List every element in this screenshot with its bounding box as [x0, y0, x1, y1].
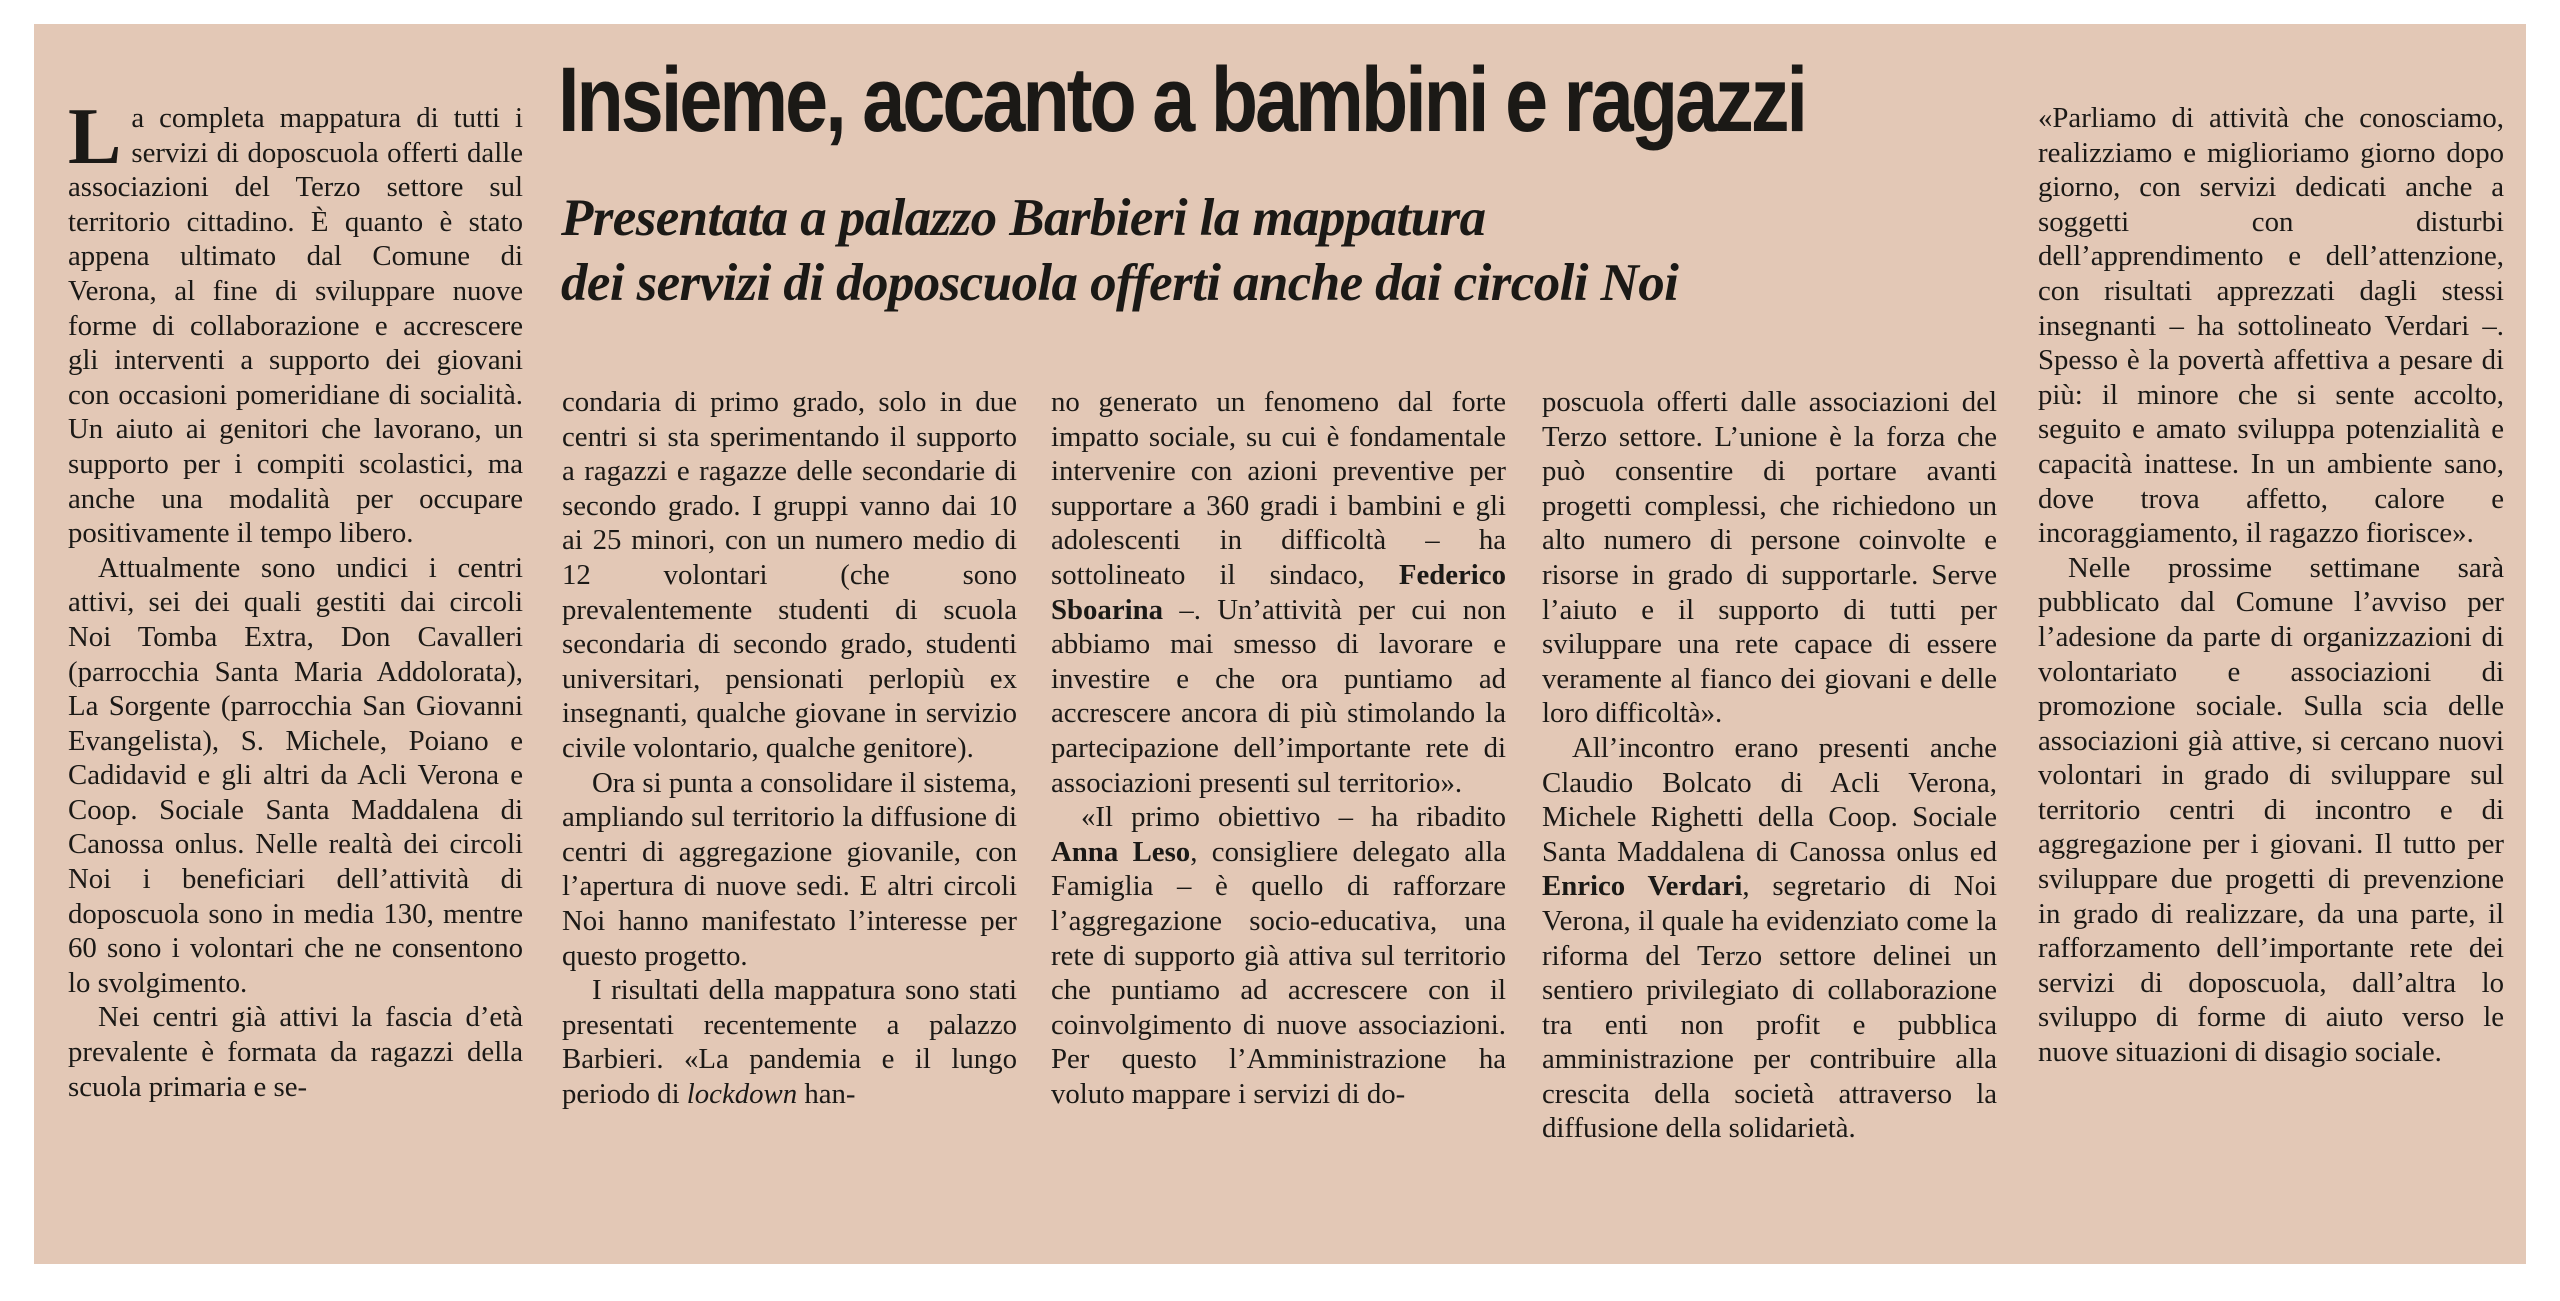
paragraph-10-text-a: All’incontro erano presenti anche Claudio Bolcato di Acli Verona, Michele Righetti della Coop. Sociale Santa Maddalena di Canossa onlus ed — [1542, 731, 1997, 868]
text-column-2 — [562, 385, 1017, 1111]
text-column-5 — [2038, 101, 2504, 1070]
name-anna-leso: Anna Leso — [1051, 835, 1191, 868]
paragraph-8-text-b: , consigliere delegato alla Famiglia – è quello di rafforzare l’aggregazione socio-educativa, una rete di supporto già attiva sul territorio che puntiamo ad accrescere con il coinvolgimento di nuove associazioni. Per questo l’Amministrazione ha voluto mappare i servizi di do- — [1051, 835, 1506, 1110]
paragraph-10-text-b: , segretario di Noi Verona, il quale ha evidenziato come la riforma del Terzo settore delinei un sentiero privilegiato di collaborazione tra enti non profit e pubblica amministrazione per contribuire alla crescita della società attraverso la diffusione della solidarietà. — [1542, 870, 1998, 1145]
article-subheadline — [561, 186, 2011, 316]
paragraph-7-text-b: –. Un’attività per cui non abbiamo mai smesso di lavorare e investire e che ora puntiamo ad accrescere ancora di più stimolando la partecipazione dell’importante rete di associazioni presenti sul territorio». — [1051, 593, 1506, 799]
paragraph-9: poscuola offerti dalle associazioni del Terzo settore. L’unione è la forza che può consentire di portare avanti progetti complessi, che richiedono un alto numero di persone coinvolte e risorse in grado di supportarle. Serve l’aiuto e il supporto di tutti per sviluppare una rete capace di essere veramente al fianco dei giovani e delle loro difficoltà». — [1542, 386, 1997, 730]
name-enrico-verdari: Enrico Verdari — [1542, 870, 1743, 903]
paragraph-6 — [562, 973, 1017, 1111]
paragraph-12: Nelle prossime settimane sarà pubblicato dal Comune l’avviso per l’adesione da parte di organizzazioni di volontariato e associazioni di promozione sociale. Sulla scia delle associazioni già attive, si cercano nuovi volontari in grado di sviluppare sul territorio centri di incontro e di aggregazione per i giovani. Il tutto per sviluppare due progetti di prevenzione in grado di realizzare, da una parte, il rafforzamento dell’importante rete dei servizi di doposcuola, dall’altra lo sviluppo di forme di aiuto verso le nuove situazioni di disagio sociale. — [2038, 551, 2504, 1069]
name-federico-sboarina: Federico Sboarina — [1051, 558, 1506, 626]
paragraph-5: Ora si punta a consolidare il sistema, ampliando sul territorio la diffusione di centri di aggregazione giovanile, con l’apertura di nuove sedi. E altri circoli Noi hanno manifestato l’interesse per questo progetto. — [562, 766, 1017, 972]
subheadline-line-2: dei servizi di doposcuola offerti anche dai circoli Noi — [561, 254, 1679, 312]
drop-cap: L — [68, 93, 122, 181]
paragraph-11: «Parliamo di attività che conosciamo, realizziamo e miglioriamo giorno dopo giorno, con servizi dedicati anche a soggetti con disturbi dell’apprendimento e dell’attenzione, con risultati apprezzati dagli stessi insegnanti – ha sottolineato Verdari –. Spesso è la povertà affettiva a pesare di più: il minore che si sente accolto, seguito e amato sviluppa potenzialità e capacità inattese. In un ambiente sano, dove trova affetto, calore e incoraggiamento, il ragazzo fiorisce». — [2038, 102, 2504, 550]
subheadline-line-1: Presentata a palazzo Barbieri la mappatura — [561, 189, 1486, 247]
lockdown-term: lockdown — [686, 1077, 798, 1110]
text-column-3 — [1051, 385, 1506, 1111]
paragraph-1-text: a completa mappatura di tutti i servizi di doposcuola offerti dalle associazioni del Terzo settore sul territorio cittadino. È quanto è stato appena ultimato dal Comune di Verona, al fine di sviluppare nuove forme di collaborazione e accrescere gli interventi a supporto dei giovani con occasioni pomeridiane di socialità. Un aiuto ai genitori che lavorano, un supporto per i compiti scolastici, ma anche una modalità per occupare positivamente il tempo libero. — [68, 102, 523, 550]
paragraph-8 — [1051, 800, 1506, 1111]
text-column-1 — [68, 93, 523, 1104]
paragraph-8-text-a: «Il primo obiettivo – ha ribadito — [1081, 801, 1506, 834]
paragraph-2: Attualmente sono undici i centri attivi, sei dei quali gestiti dai circoli Noi Tomba Extra, Don Cavalleri (parrocchia Santa Maria Addolorata), La Sorgente (parrocchia San Giovanni Evangelista), S. Michele, Poiano e Cadidavid e gli altri da Acli Verona e Coop. Sociale Santa Maddalena di Canossa onlus. Nelle realtà dei circoli Noi i beneficiari dell’attività di doposcuola sono in media 130, mentre 60 sono i volontari che ne consentono lo svolgimento. — [68, 551, 523, 999]
text-column-4 — [1542, 385, 1997, 1146]
newspaper-clipping — [34, 24, 2526, 1264]
paragraph-3: Nei centri già attivi la fascia d’età prevalente è formata da ragazzi della scuola primaria e se- — [68, 1001, 523, 1103]
paragraph-10 — [1542, 731, 1997, 1146]
paragraph-6-text-b: han- — [797, 1077, 856, 1110]
paragraph-6-text-a: I risultati della mappatura sono stati presentati recentemente a palazzo Barbieri. «La pandemia e il lungo periodo di — [562, 974, 1017, 1110]
article-headline: Insieme, accanto a bambini e ragazzi — [558, 49, 1806, 151]
paragraph-1 — [68, 93, 523, 551]
paragraph-4: condaria di primo grado, solo in due centri si sta sperimentando il supporto a ragazzi e ragazze delle secondarie di secondo grado. I gruppi vanno dai 10 ai 25 minori, con un numero medio di 12 volontari (che sono prevalentemente studenti di scuola secondaria di secondo grado, studenti universitari, pensionati perlopiù ex insegnanti, qualche giovane in servizio civile volontario, qualche genitore). — [562, 386, 1017, 764]
paragraph-7 — [1051, 385, 1506, 800]
paragraph-7-text-a: no generato un fenomeno dal forte impatto sociale, su cui è fondamentale intervenire con azioni preventive per supportare a 360 gradi i bambini e gli adolescenti in difficoltà – ha sottolineato il sindaco, — [1051, 386, 1506, 591]
